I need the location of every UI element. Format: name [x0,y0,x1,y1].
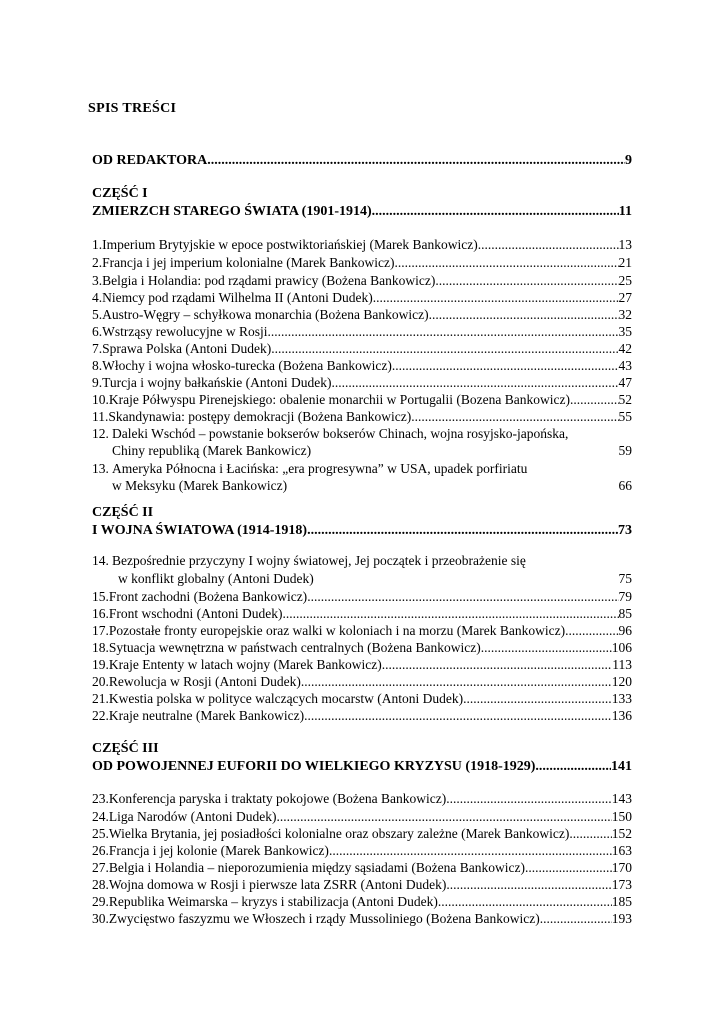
dot-leader [314,570,619,587]
dot-leader [481,639,612,656]
toc-entry-number: 7. [92,341,103,356]
toc-entry-text: Kraje neutralne (Marek Bankowicz) [108,708,305,723]
toc-entry-page: 106 [611,640,632,655]
toc-entry-text: Rewolucja w Rosji (Antoni Dudek) [108,674,301,689]
toc-entry-text: Front zachodni (Bożena Bankowicz) [108,589,308,604]
dot-leader [267,323,618,340]
toc-entry-text: Ameryka Północna i Łacińska: „era progresywna” w USA, upadek porfiriatu [112,461,528,476]
dot-leader [301,673,612,690]
toc-entry [92,272,632,289]
toc-entry-continuation [118,570,632,587]
toc-entry-text: Wojna domowa w Rosji i pierwsze lata ZSRR (Antoni Dudek) [108,877,447,892]
toc-entry [92,340,632,357]
dot-leader [429,306,619,323]
part-2-title: I WOJNA ŚWIATOWA (1914-1918) ..... 73 [92,522,632,539]
dot-leader [435,272,618,289]
toc-entry-text: Liga Narodów (Antoni Dudek) [108,809,277,824]
toc-entry [92,842,632,859]
toc-entry [92,425,632,442]
toc-entry [92,910,632,927]
toc-entry-number: 3. [92,273,103,288]
toc-entry-page: 75 [618,571,632,586]
toc-entry-page: 52 [618,392,632,407]
toc-entry-text: Włochy i wojna włosko-turecka (Bożena Bankowicz) [102,358,392,373]
toc-entry-page: 170 [611,860,632,875]
toc-entry-text: Konferencja paryska i traktaty pokojowe (Bożena Bankowicz) [108,791,447,806]
dot-leader [463,690,612,707]
toc-entry-number: 2. [92,255,103,270]
toc-entry [92,236,632,253]
dot-leader [282,605,618,622]
toc-entry-text: Republika Weimarska – kryzys i stabilizacja (Antoni Dudek) [108,894,438,909]
toc-entry-number: 6. [92,324,103,339]
toc-entry [92,639,632,656]
toc-entry-redaktor: OD REDAKTORA ..... 9 [92,152,632,169]
toc-entry-text: Belgia i Holandia: pod rządami prawicy (Bożena Bankowicz) [102,273,436,288]
toc-entry-number: 22. [92,708,109,723]
part-1-label: CZĘŚĆ I [92,186,148,201]
toc-entry-page: 85 [618,606,632,621]
toc-entry-number: 23. [92,791,109,806]
toc-entry-page: 96 [618,623,632,638]
toc-entry-page: 32 [618,307,632,322]
toc-entry-number: 10. [92,392,109,407]
dot-leader [395,254,619,271]
part-3-title: OD POWOJENNEJ EUFORII DO WIELKIEGO KRYZYSU (1918-1929) ..... 141 [92,758,632,775]
toc-entry [92,808,632,825]
toc-entry-number: 28. [92,877,109,892]
toc-entry-text: Front wschodni (Antoni Dudek) [108,606,283,621]
toc-entry-number: 21. [92,691,109,706]
toc-entry [92,790,632,807]
toc-entry-text: Niemcy pod rządami Wilhelma II (Antoni Dudek) [102,290,373,305]
part-3-label: CZĘŚĆ III [92,741,159,756]
toc-entry-continuation [112,477,632,494]
toc-heading: SPIS TREŚCI [88,101,177,116]
toc-entry-page: 79 [618,589,632,604]
toc-entry [92,289,632,306]
dot-leader [392,357,619,374]
toc-entry-number: 11. [92,409,109,424]
toc-entry-text: Skandynawia: postępy demokracji (Bożena Bankowicz) [108,409,412,424]
toc-entry-text: Kraje Ententy w latach wojny (Marek Bankowicz) [108,657,382,672]
toc-entry-page: 35 [618,324,632,339]
toc-entry-page: 136 [611,708,632,723]
toc-entry [92,460,632,477]
toc-entry-page: 66 [618,478,632,493]
dot-leader [525,859,612,876]
toc-entry-number: 18. [92,640,109,655]
toc-entry-number: 14. [92,553,109,568]
toc-entry-text: Francja i jej imperium kolonialne (Marek Bankowicz) [102,255,395,270]
toc-entry-text: Kwestia polska w polityce walczących mocarstw (Antoni Dudek) [108,691,464,706]
dot-leader [565,622,618,639]
toc-entry-number: 8. [92,358,103,373]
toc-entry-page: 13 [618,237,632,252]
toc-entry-page: 163 [611,843,632,858]
dot-leader [569,825,611,842]
dot-leader [276,808,611,825]
toc-entry [92,876,632,893]
toc-entry [92,859,632,876]
toc-entry [92,391,632,408]
toc-entry [92,690,632,707]
toc-entry-number: 29. [92,894,109,909]
toc-entry-page: 173 [611,877,632,892]
toc-entry-number: 12. [92,426,109,441]
toc-entry-page: 25 [618,273,632,288]
toc-entry-number: 20. [92,674,109,689]
toc-entry-number: 17. [92,623,109,638]
toc-entry-text: Sytuacja wewnętrzna w państwach centralnych (Bożena Bankowicz) [108,640,481,655]
toc-entry-page: 43 [618,358,632,373]
toc-entry-page: 152 [611,826,632,841]
toc-entry-page: 55 [618,409,632,424]
toc-entry-number: 16. [92,606,109,621]
toc-entry [92,825,632,842]
toc-entry-number: 4. [92,290,103,305]
toc-entry-text: Francja i jej kolonie (Marek Bankowicz) [108,843,329,858]
toc-entry-page: 133 [611,691,632,706]
toc-entry-text: w konflikt globalny (Antoni Dudek) [118,571,314,586]
toc-entry-number: 30. [92,911,109,926]
toc-entry-page: 193 [611,911,632,926]
dot-leader [540,910,612,927]
toc-entry-page: 42 [618,341,632,356]
toc-entry-number: 27. [92,860,109,875]
toc-entry-page: 150 [611,809,632,824]
toc-entry-number: 24. [92,809,109,824]
toc-entry-text: Pozostałe fronty europejskie oraz walki w koloniach i na morzu (Marek Bankowicz) [108,623,566,638]
toc-entry-number: 9. [92,375,103,390]
toc-entry-text: Chiny republiką (Marek Bankowicz) [112,443,312,458]
toc-entry [92,673,632,690]
toc-entry [92,408,632,425]
toc-entry [92,656,632,673]
toc-entry [92,374,632,391]
part-2-label: CZĘŚĆ II [92,505,154,520]
toc-entry [92,707,632,724]
toc-entry-text: Imperium Brytyjskie w epoce postwiktoriańskiej (Marek Bankowicz) [102,237,478,252]
dot-leader [373,289,619,306]
toc-entry [92,306,632,323]
toc-entry-text: Daleki Wschód – powstanie bokserów bokserów Chinach, wojna rosyjsko-japońska, [112,426,569,441]
dot-leader [570,391,618,408]
toc-entry-number: 26. [92,843,109,858]
toc-entry-text: Belgia i Holandia – nieporozumienia między sąsiadami (Bożena Bankowicz) [108,860,525,875]
toc-entry-number: 15. [92,589,109,604]
toc-entry-number: 1. [92,237,103,252]
toc-entry-number: 19. [92,657,109,672]
toc-entry-page: 59 [618,443,632,458]
dot-leader [271,340,618,357]
toc-entry-text: Zwycięstwo faszyzmu we Włoszech i rządy Mussoliniego (Bożena Bankowicz) [108,911,540,926]
toc-entry [92,552,632,569]
dot-leader [307,588,618,605]
dot-leader [446,790,612,807]
toc-entry-text: Austro-Węgry – schyłkowa monarchia (Bożena Bankowicz) [102,307,429,322]
toc-entry-text: Kraje Półwyspu Pirenejskiego: obalenie monarchii w Portugalii (Bozena Bankowicz) [108,392,571,407]
dot-leader [329,842,612,859]
toc-entry-page: 143 [611,791,632,806]
toc-entry-continuation [112,442,632,459]
toc-entry-number: 25. [92,826,109,841]
toc-entry [92,605,632,622]
toc-entry-page: 113 [612,657,632,672]
toc-entry [92,323,632,340]
dot-leader [411,408,618,425]
toc-entry-page: 27 [618,290,632,305]
toc-entry [92,588,632,605]
dot-leader [446,876,611,893]
toc-entry-text: Sprawa Polska (Antoni Dudek) [102,341,272,356]
toc-entry [92,357,632,374]
dot-leader [331,374,618,391]
part-1-title: ZMIERZCH STAREGO ŚWIATA (1901-1914) ..... 11 [92,203,632,220]
toc-entry-text: Turcja i wojny bałkańskie (Antoni Dudek) [102,375,332,390]
dot-leader [478,236,619,253]
toc-entry-text: Wielka Brytania, jej posiadłości kolonialne oraz obszary zależne (Marek Bankowicz) [108,826,570,841]
toc-entry [92,893,632,910]
dot-leader [311,442,618,459]
dot-leader [382,656,612,673]
toc-entry [92,254,632,271]
toc-entry-number: 5. [92,307,103,322]
toc-entry-text: Wstrząsy rewolucyjne w Rosji [102,324,268,339]
dot-leader [287,477,618,494]
toc-entry-page: 185 [611,894,632,909]
toc-entry-text: w Meksyku (Marek Bankowicz) [112,478,288,493]
dot-leader [304,707,612,724]
toc-entry-page: 120 [611,674,632,689]
toc-entry-page: 21 [618,255,632,270]
toc-entry [92,622,632,639]
toc-entry-text: Bezpośrednie przyczyny I wojny światowej, Jej początek i przeobrażenie się [112,553,526,568]
dot-leader [438,893,612,910]
toc-entry-page: 47 [618,375,632,390]
toc-entry-number: 13. [92,461,109,476]
